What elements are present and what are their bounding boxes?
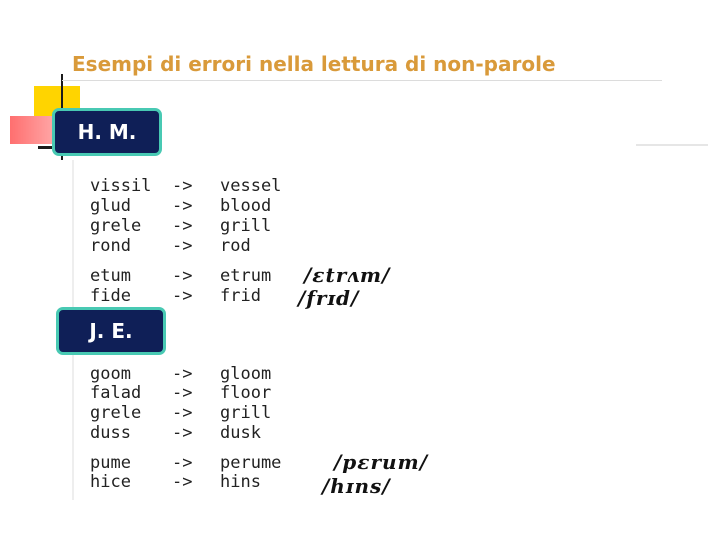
nonword-read: fide [90, 286, 131, 306]
nonword-read: grele [90, 403, 142, 423]
decorative-right-rule [636, 144, 708, 146]
arrow: -> [172, 236, 193, 256]
arrow: -> [172, 216, 193, 236]
nonword-read: glud [90, 196, 131, 216]
phonetic-transcription: /pεrum/ [334, 450, 428, 474]
arrow: -> [172, 286, 193, 306]
arrow: -> [172, 176, 193, 196]
nonword-read: etum [90, 266, 131, 286]
target-word: grill [220, 216, 272, 236]
title-underline [62, 80, 662, 81]
arrow: -> [172, 453, 193, 473]
patient-label-hm: H. M. [52, 108, 162, 156]
target-word: perume [220, 453, 282, 473]
target-word: grill [220, 403, 272, 423]
arrow: -> [172, 383, 193, 403]
arrow: -> [172, 196, 193, 216]
nonword-read: pume [90, 453, 131, 473]
nonword-read: falad [90, 383, 142, 403]
arrow: -> [172, 266, 193, 286]
target-word: frid [220, 286, 261, 306]
target-word: dusk [220, 423, 261, 443]
phonetic-transcription: /εtrʌm/ [304, 263, 391, 287]
nonword-read: vissil [90, 176, 152, 196]
slide-title: Esempi di errori nella lettura di non-parole [72, 52, 556, 76]
arrow: -> [172, 472, 193, 492]
patient-label-je: J. E. [56, 307, 166, 355]
arrow: -> [172, 364, 193, 384]
target-word: vessel [220, 176, 282, 196]
phonetic-transcription: /hɪns/ [322, 474, 391, 498]
target-word: hins [220, 472, 261, 492]
target-word: gloom [220, 364, 272, 384]
nonword-read: hice [90, 472, 131, 492]
phonetic-transcription: /frɪd/ [298, 286, 360, 310]
arrow: -> [172, 403, 193, 423]
target-word: rod [220, 236, 251, 256]
target-word: floor [220, 383, 272, 403]
nonword-read: goom [90, 364, 131, 384]
target-word: etrum [220, 266, 272, 286]
nonword-read: grele [90, 216, 142, 236]
nonword-read: rond [90, 236, 131, 256]
arrow: -> [172, 423, 193, 443]
nonword-read: duss [90, 423, 131, 443]
target-word: blood [220, 196, 272, 216]
